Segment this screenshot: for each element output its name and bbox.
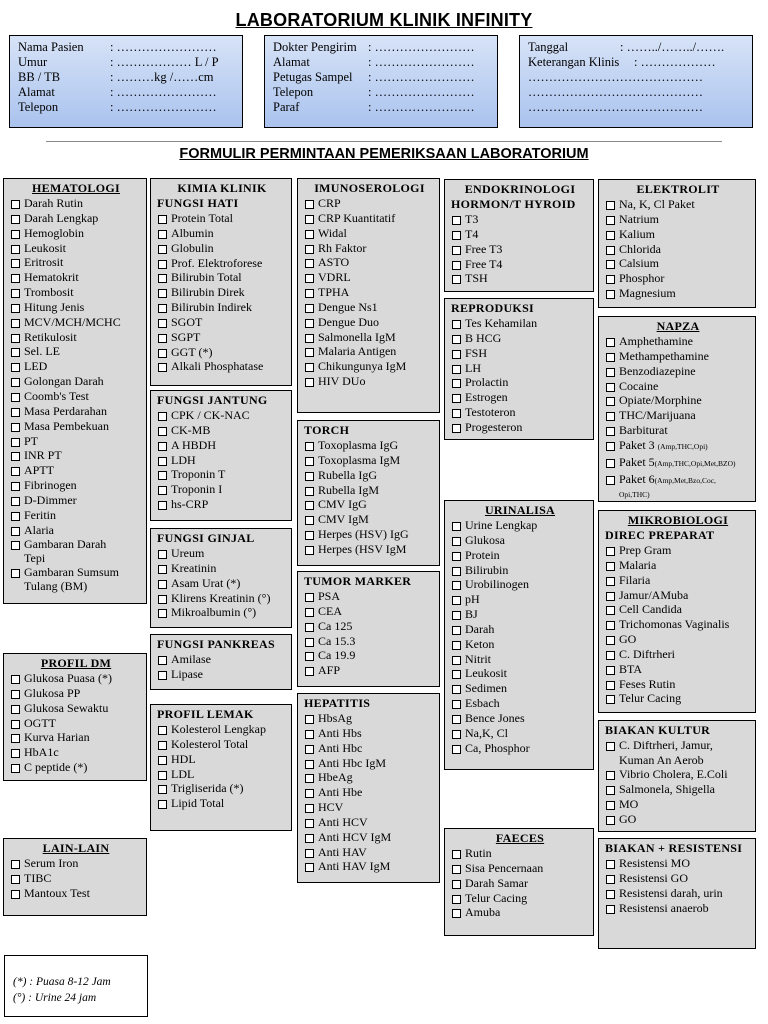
checkbox-item[interactable]: Darah Samar [451,876,589,891]
checkbox-item[interactable]: Masa Pembekuan [10,419,142,434]
biakan-resistensi-section [598,838,756,949]
checkbox-item[interactable]: GO [605,632,751,647]
checkbox-item[interactable]: Leukosit [10,241,142,256]
divider [46,141,722,142]
checkbox-item[interactable]: BJ [451,607,589,622]
checkbox-item[interactable]: Trichomonas Vaginalis [605,617,751,632]
checkbox-item[interactable]: Anti Hbs [304,726,435,741]
checkbox-item[interactable]: GGT (*) [157,345,287,360]
field-label: Tanggal [528,40,569,54]
patient-age-row[interactable] [18,55,236,70]
checkbox-item[interactable]: Anti Hbe [304,785,435,800]
checkbox-item[interactable]: Widal [304,226,435,241]
field-label: Telepon [18,100,59,114]
checkbox-item[interactable]: TIBC [10,871,142,886]
checkbox-item[interactable]: pH [451,592,589,607]
checkbox-item[interactable]: Trombosit [10,285,142,300]
checkbox-item[interactable]: Resistensi MO [605,856,751,871]
checkbox-item[interactable]: MCV/MCH/MCHC [10,315,142,330]
checkbox-item[interactable]: Methampethamine [605,349,751,364]
patient-info-box [9,35,243,128]
checkbox-item[interactable]: Bence Jones [451,711,589,726]
checkbox-item[interactable]: Esbach [451,696,589,711]
checkbox-item[interactable]: Cell Candida [605,602,751,617]
section-title: URINALISA [484,503,556,517]
clinical-notes-line[interactable]: …………………………………… [528,100,703,114]
checkbox-item[interactable]: Cocaine [605,379,751,394]
checkbox-item[interactable]: Nitrit [451,652,589,667]
checkbox-item[interactable]: Rubella IgG [304,468,435,483]
checkbox-item[interactable]: Filaria [605,573,751,588]
checkbox-item[interactable]: Gambaran Sumsum Tulang (BM) [10,565,128,593]
hematologi-section [3,178,147,604]
checkbox-item[interactable]: Rutin [451,846,589,861]
checkbox-item[interactable]: CMV IgG [304,497,435,512]
checkbox-item[interactable]: Feses Rutin [605,677,751,692]
patient-age-field[interactable]: : ……………… L / P [110,55,219,69]
checkbox-item[interactable]: Gambaran Darah Tepi [10,537,120,565]
checkbox-item[interactable]: Malaria [605,558,751,573]
field-label: Alamat [273,55,310,69]
clinical-notes-row[interactable] [528,55,746,70]
field-label: Dokter Pengirim [273,40,357,54]
checkbox-item[interactable]: Herpes (HSV IgM [304,542,435,557]
checkbox-item[interactable]: Lipase [157,667,287,682]
checkbox-item[interactable]: Feritin [10,508,142,523]
section-title: TORCH [304,423,350,437]
checkbox-item[interactable]: Keton [451,637,589,652]
lab-title: LABORATORIUM KLINIK INFINITY [235,10,533,30]
checkbox-item[interactable]: LH [451,361,589,376]
patient-name-row[interactable] [18,40,236,55]
checkbox-item[interactable]: Fibrinogen [10,478,142,493]
checkbox-item[interactable]: Globulin [157,241,287,256]
checkbox-item[interactable]: VDRL [304,270,435,285]
elektrolit-section [598,179,756,308]
fungsi-pankreas-section [150,634,292,690]
checkbox-item[interactable]: TPHA [304,285,435,300]
section-title: BIAKAN KULTUR [605,723,711,737]
section-title: FAECES [495,831,545,845]
checkbox-item[interactable]: Troponin T [157,467,287,482]
field-label: Keterangan Klinis [528,55,620,69]
fungsi-jantung-section [150,390,292,521]
section-title: FUNGSI PANKREAS [157,637,275,651]
doctor-name-row[interactable] [273,40,491,55]
checkbox-item[interactable]: APTT [10,463,142,478]
checkbox-item[interactable]: THC/Marijuana [605,408,751,423]
checkbox-item[interactable]: Hematokrit [10,270,142,285]
lain-lain-section [3,838,147,916]
date-field[interactable]: : ……../……../……. [620,40,725,54]
checkbox-item[interactable]: CMV IgM [304,512,435,527]
checkbox-item[interactable]: HCV [304,800,435,815]
checkbox-item[interactable]: Darah [451,622,589,637]
checkbox-item[interactable]: Bilirubin [451,563,589,578]
imunoserologi-section [297,178,440,413]
patient-bbtb-field[interactable]: : ………kg /……cm [110,70,214,84]
checkbox-item[interactable]: Toxoplasma IgM [304,453,435,468]
checkbox-item[interactable]: OGTT [10,716,142,731]
checkbox-item[interactable]: Dengue Ns1 [304,300,435,315]
field-label: Telepon [273,85,314,99]
section-subtitle: DIREC PREPARAT [605,528,715,542]
patient-address-field[interactable]: : …………………… [110,85,217,99]
checkbox-item[interactable]: D-Dimmer [10,493,142,508]
checkbox-item[interactable]: GO [605,812,751,827]
checkbox-item[interactable]: Calsium [605,256,751,271]
checkbox-item[interactable]: CEA [304,604,435,619]
checkbox-item[interactable]: Resistensi darah, urin [605,886,751,901]
checkbox-item-paket3[interactable]: Paket 3 (Amp,THC,Opi) [605,438,751,455]
section-title: MIKROBIOLOGI [627,513,729,527]
checkbox-item[interactable]: Bilirubin Total [157,270,287,285]
checkbox-item[interactable]: Anti HAV IgM [304,859,435,874]
checkbox-item[interactable]: Hemoglobin [10,226,142,241]
checkbox-item[interactable]: Kalium [605,227,751,242]
checkbox-item[interactable]: Benzodiazepine [605,364,751,379]
section-title: NAPZA [656,319,700,333]
patient-phone-row[interactable] [18,100,236,115]
urinalisa-section [444,500,594,770]
fasting-note: (*) : Puasa 8-12 Jam [13,976,111,988]
checkbox-item[interactable]: Phosphor [605,271,751,286]
checkbox-item[interactable]: Testoteron [451,405,589,420]
section-title: IMUNOSEROLOGI [314,181,425,195]
checkbox-item[interactable]: Coomb's Test [10,389,142,404]
checkbox-item[interactable]: Amuba [451,905,589,920]
field-label: Paraf [273,100,300,114]
section-title: KIMIA KLINIK [177,181,267,195]
checkbox-item[interactable]: LDL [157,767,287,782]
checkbox-item[interactable]: Tes Kehamilan [451,316,589,331]
checkbox-item[interactable]: Anti HCV [304,815,435,830]
checkbox-item[interactable]: Prep Gram [605,543,751,558]
checkbox-item[interactable]: hs-CRP [157,497,287,512]
checkbox-item[interactable]: Serum Iron [10,856,142,871]
sample-officer-field[interactable]: : …………………… [368,70,475,84]
signature-row[interactable] [273,100,491,115]
checkbox-item-continued: Kuman An Aerob [619,752,704,767]
section-title: HEPATITIS [304,696,371,710]
checkbox-item[interactable]: Sisa Pencernaan [451,861,589,876]
checkbox-item[interactable]: Anti Hbc [304,741,435,756]
form-title: FORMULIR PERMINTAAN PEMERIKSAAN LABORATORIUM [179,146,589,162]
checkbox-item[interactable]: Darah Lengkap [10,211,142,226]
checkbox-item[interactable]: Amilase [157,652,287,667]
section-title: BIAKAN + RESISTENSI [605,841,743,855]
checkbox-item[interactable]: LED [10,359,142,374]
checkbox-item[interactable]: Glukosa Puasa (*) [10,671,142,686]
kimia-klinik-section [150,178,292,386]
checkbox-item[interactable]: Salmonella IgM [304,330,435,345]
checkbox-item[interactable]: PSA [304,589,435,604]
section-title: ENDOKRINOLOGI [464,182,576,196]
checkbox-item[interactable]: Amphethamine [605,334,751,349]
checkbox-item[interactable]: Alaria [10,523,142,538]
checkbox-item[interactable]: BTA [605,662,751,677]
checkbox-item[interactable]: Natrium [605,212,751,227]
doctor-address-row[interactable] [273,55,491,70]
checkbox-item[interactable]: Resistensi anaerob [605,901,751,916]
field-label: Petugas Sampel [273,70,353,84]
section-title: REPRODUKSI [451,301,535,315]
checkbox-item[interactable]: C. Diftrheri, Jamur, [605,738,751,753]
sample-officer-row[interactable] [273,70,491,85]
checkbox-item[interactable]: Toxoplasma IgG [304,438,435,453]
patient-address-row[interactable] [18,85,236,100]
checkbox-item[interactable]: Urobilinogen [451,577,589,592]
checkbox-item[interactable]: Free T4 [451,257,589,272]
checkbox-item[interactable]: Dengue Duo [304,315,435,330]
checkbox-item[interactable]: Ca 19.9 [304,648,435,663]
checkbox-item[interactable]: HDL [157,752,287,767]
mikrobiologi-section [598,510,756,713]
checkbox-item[interactable]: Malaria Antigen [304,344,435,359]
checkbox-item[interactable]: Kolesterol Total [157,737,287,752]
checkbox-item[interactable]: Masa Perdarahan [10,404,142,419]
date-row[interactable] [528,40,746,55]
checkbox-item[interactable]: Chikungunya IgM [304,359,435,374]
checkbox-item[interactable]: Glukosa PP [10,686,142,701]
checkbox-item[interactable]: FSH [451,346,589,361]
checkbox-item[interactable]: Na, K, Cl Paket [605,197,751,212]
checkbox-item[interactable]: Ca 15.3 [304,634,435,649]
torch-section [297,420,440,566]
checkbox-item[interactable]: SGPT [157,330,287,345]
doctor-info-box [264,35,498,128]
section-subtitle: FUNGSI HATI [157,196,239,210]
section-title: PROFIL DM [40,656,112,670]
checkbox-item[interactable]: Troponin I [157,482,287,497]
checkbox-item[interactable]: Vibrio Cholera, E.Coli [605,767,751,782]
paket6-continued: Opi,THC) [619,490,650,500]
checkbox-item[interactable]: CPK / CK-NAC [157,408,287,423]
section-title: LAIN-LAIN [42,841,110,855]
checkbox-item[interactable]: Anti Hbc IgM [304,756,435,771]
patient-bbtb-row[interactable] [18,70,236,85]
tumor-marker-section [297,571,440,687]
section-title: PROFIL LEMAK [157,707,254,721]
date-info-box [519,35,753,128]
checkbox-item[interactable]: CRP Kuantitatif [304,211,435,226]
fungsi-ginjal-section [150,528,292,628]
biakan-kultur-section [598,720,756,832]
checkbox-item[interactable]: Mikroalbumin (°) [157,605,287,620]
urine-note: (°) : Urine 24 jam [13,992,97,1004]
checkbox-item[interactable]: Ca 125 [304,619,435,634]
section-subtitle: HORMON/T HYROID [451,197,576,211]
checkbox-item[interactable]: Opiate/Morphine [605,393,751,408]
checkbox-item[interactable]: Ca, Phosphor [451,741,589,756]
checkbox-item-paket6[interactable]: Paket 6(Amp,Met,Bzo,Coc, [605,472,751,489]
reproduksi-section [444,298,594,440]
checkbox-item[interactable]: Telur Cacing [605,691,751,706]
checkbox-item[interactable]: LDH [157,453,287,468]
checkbox-item[interactable]: Hitung Jenis [10,300,142,315]
checkbox-item[interactable]: Darah Rutin [10,196,142,211]
checkbox-item[interactable]: Jamur/AMuba [605,588,751,603]
checkbox-item[interactable]: CK-MB [157,423,287,438]
clinical-notes-field[interactable]: : ……………… [634,55,716,69]
checkbox-item[interactable]: Leukosit [451,666,589,681]
field-label: Alamat [18,85,55,99]
checkbox-item[interactable]: SGOT [157,315,287,330]
checkbox-item[interactable]: Sel. LE [10,344,142,359]
profil-lemak-section [150,704,292,831]
checkbox-item[interactable]: Anti HAV [304,845,435,860]
checkbox-item[interactable]: TSH [451,271,589,286]
checkbox-item[interactable]: Alkali Phosphatase [157,359,287,374]
endokrinologi-section [444,179,594,292]
checkbox-item[interactable]: Trigliserida (*) [157,781,287,796]
checkbox-item[interactable]: INR PT [10,448,142,463]
checkbox-item[interactable]: MO [605,797,751,812]
checkbox-item[interactable]: T4 [451,227,589,242]
clinical-notes-line[interactable]: …………………………………… [528,85,703,99]
checkbox-item[interactable]: Kolesterol Lengkap [157,722,287,737]
checkbox-item[interactable]: Golongan Darah [10,374,142,389]
checkbox-item[interactable]: Mantoux Test [10,886,142,901]
checkbox-item-paket5[interactable]: Paket 5(Amp,THC,Opi,Met,BZO) [605,455,751,472]
field-label: Nama Pasien [18,40,84,54]
checkbox-item[interactable]: A HBDH [157,438,287,453]
checkbox-item[interactable]: Chlorida [605,242,751,257]
checkbox-item[interactable]: Kurva Harian [10,730,142,745]
checkbox-item[interactable]: Bilirubin Direk [157,285,287,300]
checkbox-item[interactable]: Glukosa Sewaktu [10,701,142,716]
checkbox-item[interactable]: T3 [451,212,589,227]
profil-dm-section [3,653,147,781]
checkbox-item[interactable]: Ureum [157,546,287,561]
hepatitis-section [297,693,440,883]
doctor-address-field[interactable]: : …………………… [368,55,475,69]
checkbox-item[interactable]: Urine Lengkap [451,518,589,533]
checkbox-item[interactable]: Bilirubin Indirek [157,300,287,315]
checkbox-item[interactable]: PT [10,434,142,449]
section-title: FUNGSI GINJAL [157,531,255,545]
checkbox-item[interactable]: AFP [304,663,435,678]
checkbox-item[interactable]: B HCG [451,331,589,346]
doctor-phone-field[interactable]: : …………………… [368,85,475,99]
checkbox-item[interactable]: Kreatinin [157,561,287,576]
checkbox-item[interactable]: Salmonela, Shigella [605,782,751,797]
checkbox-item[interactable]: Glukosa [451,533,589,548]
checkbox-item[interactable]: Anti HCV IgM [304,830,435,845]
checkbox-item[interactable]: Magnesium [605,286,751,301]
section-title: HEMATOLOGI [32,181,120,195]
checkbox-item[interactable]: Free T3 [451,242,589,257]
checkbox-item[interactable]: Na,K, Cl [451,726,589,741]
checkbox-item[interactable]: Albumin [157,226,287,241]
field-label: Umur [18,55,48,69]
checkbox-item[interactable]: Sedimen [451,681,589,696]
checkbox-item[interactable]: HbeAg [304,770,435,785]
checkbox-item[interactable]: C peptide (*) [10,760,142,775]
checkbox-item[interactable]: Klirens Kreatinin (°) [157,591,287,606]
checkbox-item[interactable]: Prolactin [451,375,589,390]
checkbox-item[interactable]: Rh Faktor [304,241,435,256]
checkbox-item[interactable]: Progesteron [451,420,589,435]
checkbox-item[interactable]: Herpes (HSV) IgG [304,527,435,542]
clinical-notes-line[interactable]: …………………………………… [528,70,703,84]
checkbox-item[interactable]: HbsAg [304,711,435,726]
checkbox-item[interactable]: ASTO [304,255,435,270]
checkbox-item[interactable]: C. Diftrheri [605,647,751,662]
section-title: FUNGSI JANTUNG [157,393,268,407]
legend-notes [4,955,148,1017]
checkbox-item[interactable]: Retikulosit [10,330,142,345]
checkbox-item[interactable]: Lipid Total [157,796,287,811]
checkbox-item[interactable]: Protein Total [157,211,287,226]
checkbox-item[interactable]: Estrogen [451,390,589,405]
checkbox-item[interactable]: Eritrosit [10,255,142,270]
checkbox-item[interactable]: HIV DUo [304,374,435,389]
checkbox-item[interactable]: Resistensi GO [605,871,751,886]
checkbox-item[interactable]: CRP [304,196,435,211]
section-title: TUMOR MARKER [304,574,412,588]
doctor-phone-row[interactable] [273,85,491,100]
doctor-name-field[interactable]: : …………………… [368,40,475,54]
patient-name-field[interactable]: : …………………… [110,40,217,54]
checkbox-item[interactable]: Telur Cacing [451,891,589,906]
checkbox-item[interactable]: Protein [451,548,589,563]
faeces-section [444,828,594,936]
napza-section [598,316,756,502]
signature-field[interactable]: : …………………… [368,100,475,114]
checkbox-item[interactable]: Barbiturat [605,423,751,438]
field-label: BB / TB [18,70,61,84]
patient-phone-field[interactable]: : …………………… [110,100,217,114]
checkbox-item[interactable]: HbA1c [10,745,142,760]
section-title: ELEKTROLIT [636,182,720,196]
checkbox-item[interactable]: Prof. Elektroforese [157,256,287,271]
checkbox-item[interactable]: Rubella IgM [304,483,435,498]
checkbox-item[interactable]: Asam Urat (*) [157,576,287,591]
